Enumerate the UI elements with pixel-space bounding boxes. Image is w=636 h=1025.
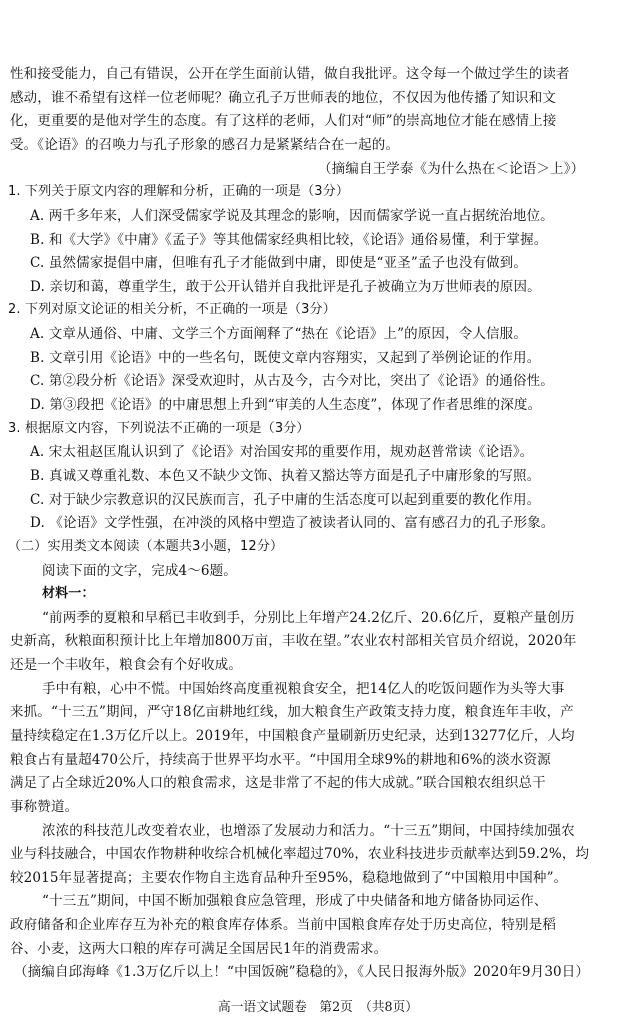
article-line: “十三五”期间，中国不断加强粮食应急管理，形成了中央储备和地方储备协同运作、 [42, 893, 548, 910]
question-1-stem: 1. 下列关于原文内容的理解和分析，正确的一项是（3分） [8, 184, 350, 200]
article-line: 来抓。“十三五”期间，严守18亿亩耕地红线，加大粮食生产政策支持力度，粮食连年丰收，产 [10, 704, 574, 721]
article-line: 浓浓的科技范儿改变着农业，也增添了发展动力和活力。“十三五”期间，中国持续加强农 [42, 822, 575, 839]
article-line: 事称赞道。 [10, 798, 79, 815]
page-footer: 高一语文试题卷 第2页 （共8页） [218, 1000, 418, 1015]
question-3-option-d: D. 《论语》文学性强，在冲淡的风格中塑造了被读者认同的、富有感召力的孔子形象。 [30, 515, 555, 532]
passage-line: 受。《论语》的召唤力与孔子形象的感召力是紧紧结合在一起的。 [10, 136, 400, 153]
article-line: 手中有粮，心中不慌。中国始终高度重视粮食安全，把14亿人的吃饭问题作为头等大事 [42, 680, 565, 697]
question-1-option-d: D. 亲切和蔼，尊重学生，敢于公开认错并自我批评是孔子被确立为万世师表的原因。 [30, 278, 541, 295]
passage-source: （摘编自王学泰《为什么热在＜论语＞上》） [318, 160, 585, 177]
article-line: 史新高，秋粮面积预计比上年增加800万亩，丰收在望。”农业农村部相关官员介绍说，2020年 [10, 633, 577, 650]
article-line: 量持续稳定在1.3万亿斤以上。2019年，中国粮食产量刷新历史纪录，达到13277亿斤，人均 [10, 727, 575, 744]
question-3-option-b: B. 真诚又尊重礼数、本色又不缺少文饰、执着又豁达等方面是孔子中庸形象的写照。 [30, 467, 541, 484]
section-heading: （二）实用类文本阅读（本题共3小题，12分） [8, 538, 284, 554]
question-3-stem: 3. 根据原文内容，下列说法不正确的一项是（3分） [8, 420, 310, 436]
passage-line: 化，更重要的是他对学生的态度。有了这样的老师，人们对“师”的崇高地位才能在感情上接 [10, 113, 557, 130]
article-line: 满足了占全球近20%人口的粮食需求，这是非常了不起的伟大成就。”联合国粮农组织总干 [10, 775, 546, 792]
material-label: 材料一： [42, 586, 95, 602]
article-source: （摘编自邱海峰《1.3万亿斤以上！“中国饭碗”稳稳的》，《人民日报海外版》2020年9月30日） [14, 964, 590, 981]
article-line: “前两季的夏粮和早稻已丰收到手，分别比上年增产24.2亿斤、20.6亿斤，夏粮产量创历 [42, 609, 575, 626]
passage-line: 性和接受能力，自己有错误，公开在学生面前认错，做自我批评。这令每一个做过学生的读者 [10, 66, 570, 82]
question-1-option-b: B. 和《大学》《中庸》《孟子》等其他儒家经典相比较，《论语》通俗易懂，利于掌握。 [30, 231, 548, 248]
question-1-option-c: C. 虽然儒家提倡中庸，但唯有孔子才能做到中庸，即使是“亚圣”孟子也没有做到。 [30, 255, 528, 272]
article-line: 政府储备和企业库存互为补充的粮食库存体系。当前中国粮食库存处于历史高位，特别是稻 [10, 917, 556, 934]
question-2-option-a: A. 文章从通俗、中庸、文学三个方面阐释了“热在《论语》上”的原因，令人信服。 [30, 326, 527, 343]
article-line: 粮食占有量超470公斤，持续高于世界平均水平。“中国用全球9%的耕地和6%的淡水资源 [10, 751, 551, 768]
section-instruction: 阅读下面的文字，完成4～6题。 [42, 562, 237, 579]
question-3-option-c: C. 对于缺少宗教意识的汉民族而言，孔子中庸的生活态度可以起到重要的教化作用。 [30, 491, 541, 508]
article-line: 业与科技融合，中国农作物耕种收综合机械化率超过70%，农业科技进步贡献率达到59.2%，均 [10, 846, 590, 863]
question-3-option-a: A. 宋太祖赵匡胤认识到了《论语》对治国安邦的重要作用，规劝赵普常读《论语》。 [30, 444, 534, 461]
article-line: 较2015年显著提高；主要农作物自主选育品种升至95%，稳稳地做到了“中国粮用中国种”。 [10, 869, 568, 886]
article-line: 谷、小麦，这两大口粮的库存可满足全国居民1年的消费需求。 [10, 940, 388, 957]
passage-line: 感动，谁不希望有这样一位老师呢？确立孔子万世师表的地位，不仅因为他传播了知识和文 [10, 89, 556, 106]
article-line: 还是一个丰收年，粮食会有个好收成。 [10, 657, 243, 673]
question-2-option-b: B. 文章引用《论语》中的一些名句，既使文章内容翔实，又起到了举例论证的作用。 [30, 349, 541, 366]
question-2-option-c: C. 第②段分析《论语》深受欢迎时，从古及今，古今对比，突出了《论语》的通俗性。 [30, 373, 554, 390]
question-2-option-d: D. 第③段把《论语》的中庸思想上升到“审美的人生态度”，体现了作者思维的深度。 [30, 397, 542, 413]
question-1-option-a: A. 两千多年来，人们深受儒家学说及其理念的影响，因而儒家学说一直占据统治地位。 [30, 207, 554, 224]
question-2-stem: 2. 下列对原文论证的相关分析，不正确的一项是（3分） [8, 302, 336, 318]
